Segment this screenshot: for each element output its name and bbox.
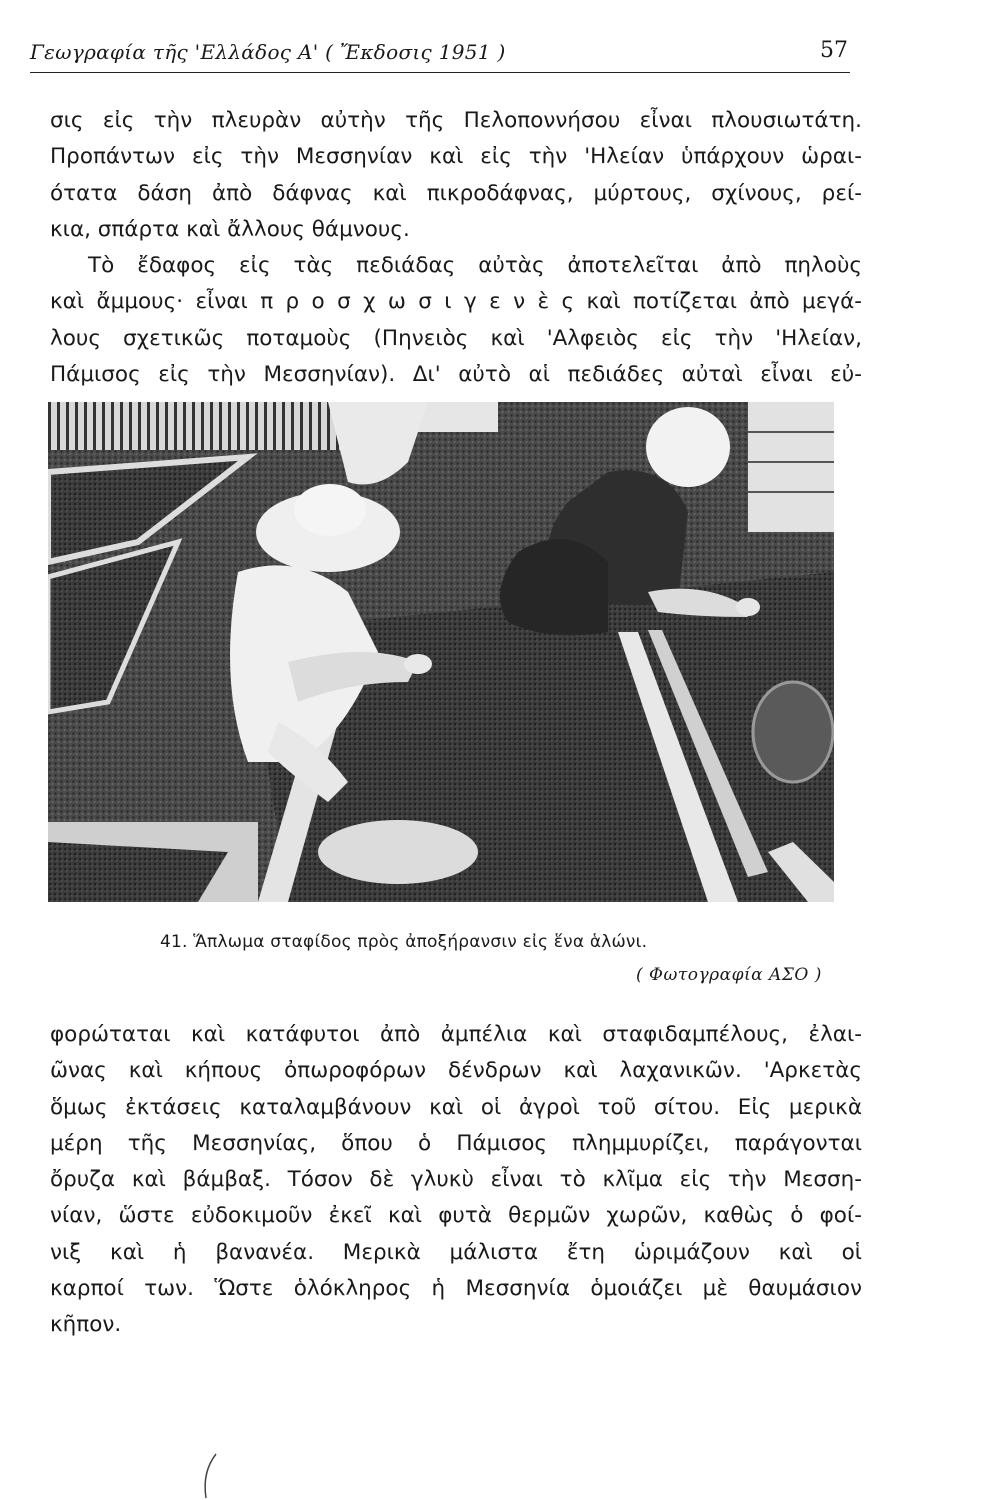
text-line: Τὸ ἔδαφος εἰς τὰς πεδιάδας αὐτὰς ἀποτελεῖται ἀπὸ πηλοὺς (88, 253, 862, 279)
text-line: καὶ ἄμμους· εἶναι π ρ ο σ χ ω σ ι γ ε ν ὲ ς καὶ ποτίζεται ἀπὸ μεγά- (50, 289, 862, 315)
text-line: καρποί των. Ὥστε ὁλόκληρος ἡ Μεσσηνία ὁμοιάζει μὲ θαυμάσιον (50, 1276, 862, 1302)
page-number: 57 (820, 38, 848, 63)
photo-credit: ( Φωτογραφία ΑΣΟ ) (636, 965, 822, 985)
text-line: σις εἰς τὴν πλευρὰν αὐτὴν τῆς Πελοποννήσου εἶναι πλουσιωτάτη. (50, 108, 862, 133)
text-block-bottom (50, 1017, 862, 1344)
text-line: μέρη τῆς Μεσσηνίας, ὅπου ὁ Πάμισος πλημμυρίζει, παράγονται (50, 1130, 862, 1156)
text-line: ότατα δάση ἀπὸ δάφνας καὶ πικροδάφνας, μύρτους, σχίνους, ρεί- (50, 180, 862, 206)
figure-caption: 41. Ἅπλωμα σταφίδος πρὸς ἀποξήρανσιν εἰς ἕνα ἁλώνι. (160, 932, 648, 952)
figure-photo-raisin-drying (48, 402, 834, 902)
text-line: ὅμως ἐκτάσεις καταλαμβάνουν καὶ οἱ ἀγροὶ τοῦ σίτου. Εἰς μερικὰ (50, 1094, 862, 1120)
text-line: κια, σπάρτα καὶ ἄλλους θάμνους. (50, 216, 410, 242)
text-line: Προπάντων εἰς τὴν Μεσσηνίαν καὶ εἰς τὴν 'Ηλείαν ὑπάρχουν ὡραι- (50, 144, 862, 170)
text-block-top (50, 103, 862, 393)
text-line: νιξ καὶ ἡ βανανέα. Μερικὰ μάλιστα ἔτη ὡριμάζουν καὶ οἱ (50, 1239, 862, 1265)
photo-illustration (48, 402, 834, 902)
text-line: ῶνας καὶ κήπους ὀπωροφόρων δένδρων καὶ λαχανικῶν. 'Αρκετὰς (50, 1058, 862, 1084)
text-line: ὄρυζα καὶ βάμβαξ. Τόσον δὲ γλυκὺ εἶναι τὸ κλῖμα εἰς τὴν Μεσση- (50, 1167, 862, 1193)
text-line: φορώταται καὶ κατάφυτοι ἀπὸ ἀμπέλια καὶ σταφιδαμπέλους, ἐλαι- (50, 1022, 862, 1047)
text-line: κῆπον. (50, 1312, 122, 1338)
text-line: Πάμισος εἰς τὴν Μεσσηνίαν). Δι' αὐτὸ αἱ πεδιάδες αὐταὶ εἶναι εὐ- (50, 362, 862, 388)
stray-pen-mark (198, 1452, 220, 1500)
text-line: νίαν, ὥστε εὐδοκιμοῦν ἐκεῖ καὶ φυτὰ θερμῶν χωρῶν, καθὼς ὁ φοί- (50, 1203, 862, 1229)
header-title: Γεωγραφία τῆς 'Ελλάδος Α' ( Ἔκδοσις 1951 ) (30, 40, 506, 64)
text-line: λους σχετικῶς ποταμοὺς (Πηνειὸς καὶ 'Αλφειὸς εἰς τὴν 'Ηλείαν, (50, 325, 862, 351)
running-header (30, 38, 850, 73)
